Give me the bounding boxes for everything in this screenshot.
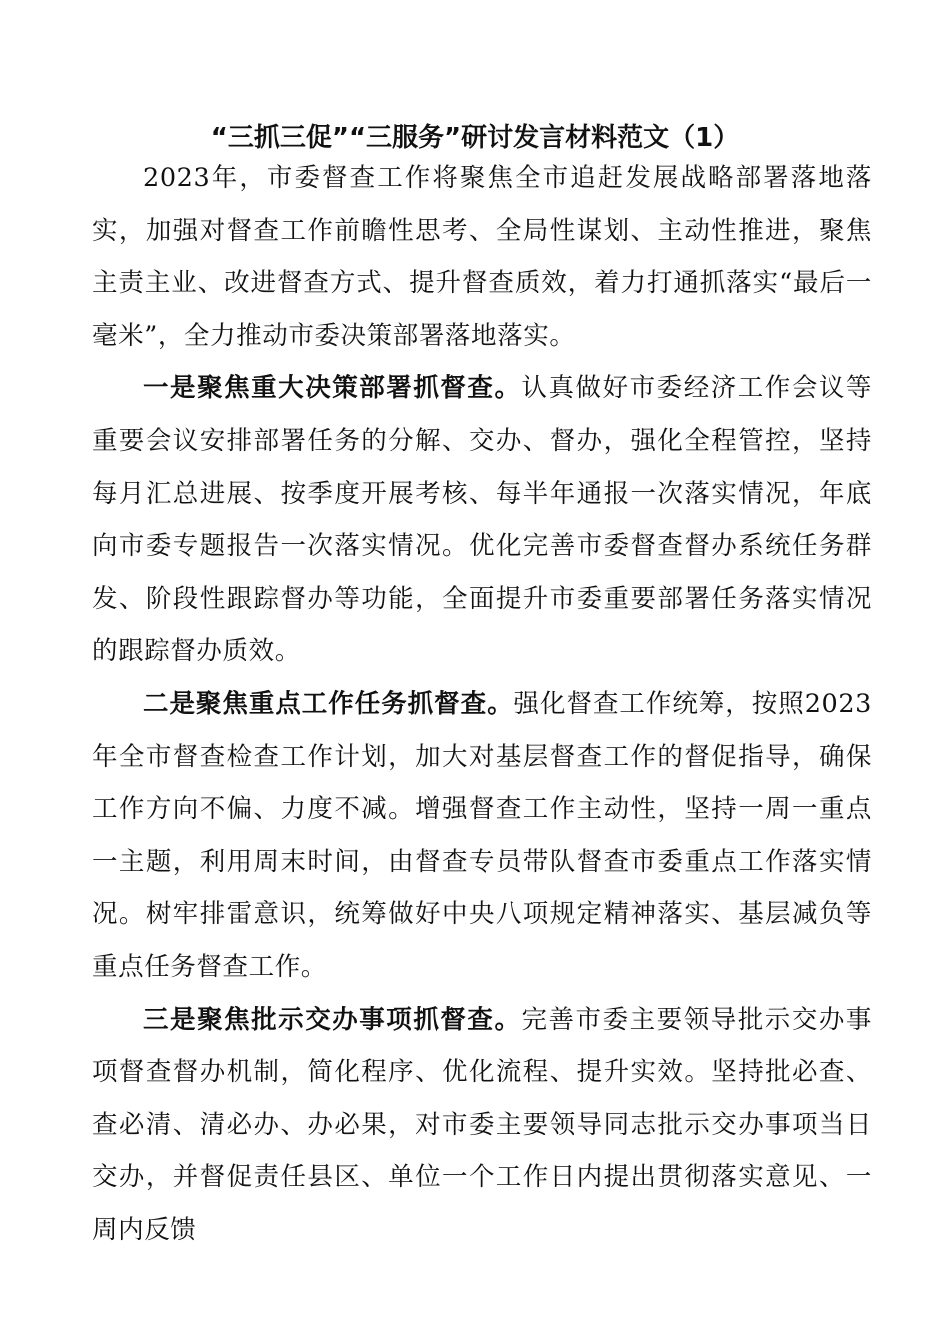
section-1-text: 认真做好市委经济工作会议等重要会议安排部署任务的分解、交办、督办，强化全程管控，坚持每月汇总进展、按季度开展考核、每半年通报一次落实情况，年底向市委专题报告一次落实情况。优化完善市委督查督办系统任务群发、阶段性跟踪督办等功能，全面提升市委重要部署任务落实情况的跟踪督办质效。: [92, 373, 872, 667]
document-title: “三抓三促”“三服务”研讨发言材料范文（1）: [210, 123, 740, 153]
section-2-text: 强化督查工作统筹，按照2023年全市督查检查工作计划，加大对基层督查工作的督促指导，确保工作方向不偏、力度不减。增强督查工作主动性，坚持一周一重点一主题，利用周末时间，由督查专员带队督查市委重点工作落实情况。树牢排雷意识，统筹做好中央八项规定精神落实、基层减负等重点任务督查工作。: [92, 688, 872, 982]
section-1-heading: 一是聚焦重大决策部署抓督查。: [143, 373, 522, 404]
section-paragraph-2: [92, 678, 872, 994]
section-3-text: 完善市委主要领导批示交办事项督查督办机制，简化程序、优化流程、提升实效。坚持批必查、查必清、清必办、办必果，对市委主要领导同志批示交办事项当日交办，并督促责任县区、单位一个工作日内提出贯彻落实意见、一周内反馈: [92, 1004, 872, 1245]
document-body: [92, 152, 872, 1256]
intro-paragraph: 2023年，市委督查工作将聚焦全市追赶发展战略部署落地落实，加强对督查工作前瞻性思考、全局性谋划、主动性推进，聚焦主责主业、改进督查方式、提升督查质效，着力打通抓落实“最后一毫米”，全力推动市委决策部署落地落实。: [92, 163, 872, 351]
section-3-heading: 三是聚焦批示交办事项抓督查。: [143, 1004, 522, 1035]
section-2-heading: 二是聚焦重点工作任务抓督查。: [143, 688, 514, 719]
section-paragraph-1: [92, 362, 872, 678]
section-paragraph-3: [92, 994, 872, 1257]
